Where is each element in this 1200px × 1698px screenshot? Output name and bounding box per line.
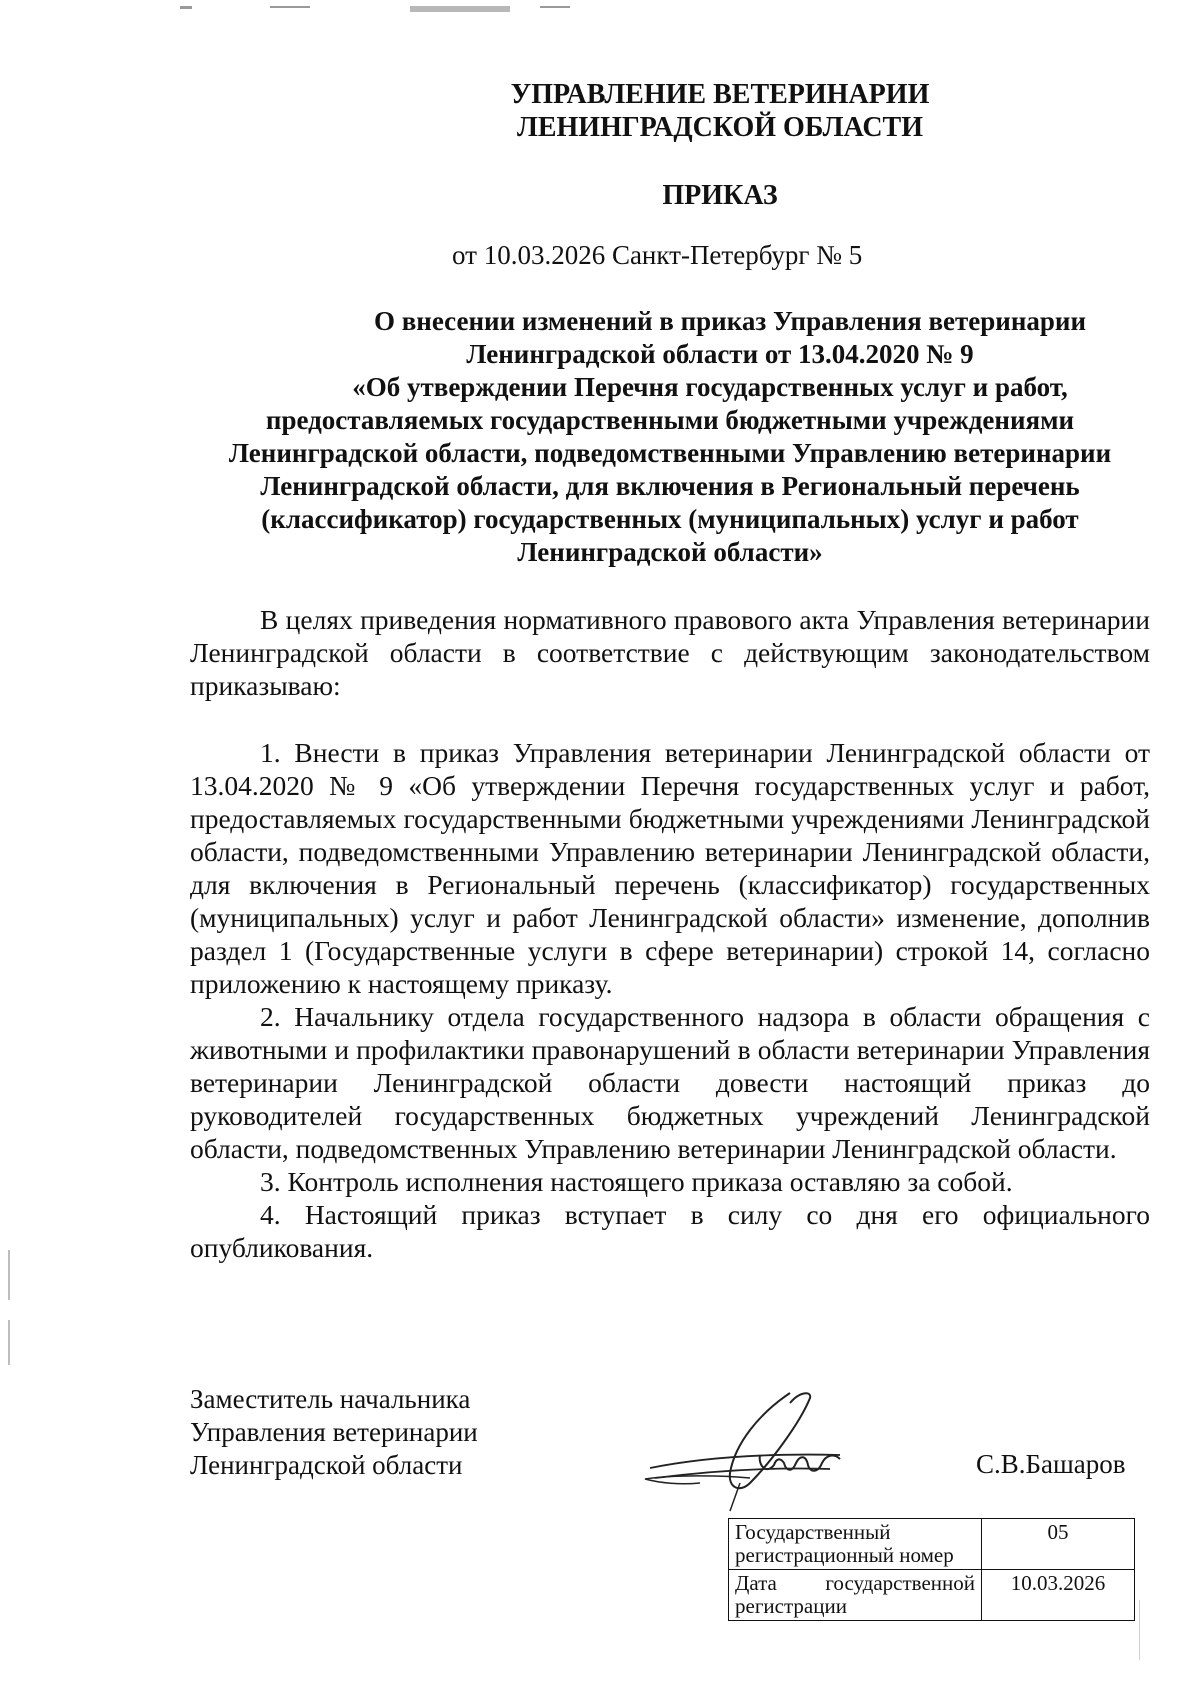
registration-table [728,1518,1135,1621]
title-line: Ленинградской области от 13.04.2020 № 9 [466,339,974,369]
order-item-3: 3. Контроль исполнения настоящего приказа оставляю за собой. [260,1166,1013,1197]
order-date-number: от 10.03.2026 Санкт-Петербург № 5 [452,240,863,270]
order-item-4: 4. Настоящий приказ вступает в силу со дня его официального опубликования. [190,1199,1150,1263]
agency-name [0,78,1200,144]
title-line: предоставляемых государственными бюджетными учреждениями [265,405,1075,435]
scan-artifact-top [270,6,310,8]
scan-margin-mark [1139,1600,1140,1660]
title-line: «Об утверждении Перечня государственных услуг и работ, [352,372,1068,402]
reg-date-label: Дата государственной регистрации [729,1570,982,1621]
reg-number-value: 05 [982,1519,1135,1570]
order-item-1: 1. Внести в приказ Управления ветеринарии Ленинградской области от 13.04.2020 № 9 «Об утверждении Перечня государственных услуг и работ, предоставляемых государственными бюджетными учреждениями Ленинградской области, подведомственными Управлению ветеринарии Ленинградской области, для включения в Региональный перечень (классификатор) государственных (муниципальных) услуг и работ Ленинградской области» изменение, дополнив раздел 1 (Государственные услуги в сфере ветеринарии) строкой 14, согласно приложению к настоящему приказу. [190,737,1150,999]
title-line: Ленинградской области, подведомственными Управлению ветеринарии [228,438,1112,468]
order-items [190,736,1150,1264]
title-line: (классификатор) государственных (муниципальных) услуг и работ [261,504,1079,534]
signer-position-line: Заместитель начальника [190,1384,471,1414]
title-line: Ленинградской области» [517,537,823,567]
scan-artifact-top [410,6,510,12]
document-type: ПРИКАЗ [662,180,778,211]
table-row [729,1519,1135,1570]
signer-position [190,1383,478,1482]
handwritten-signature [640,1383,880,1513]
reg-date-value: 10.03.2026 [982,1570,1135,1621]
scan-artifact-top [180,6,192,9]
signer-position-line: Управления ветеринарии [190,1417,478,1447]
signer-position-line: Ленинградской области [190,1450,463,1480]
signer-name: С.В.Башаров [976,1449,1126,1479]
table-row [729,1570,1135,1621]
agency-line-1: УПРАВЛЕНИЕ ВЕТЕРИНАРИИ [510,79,930,110]
order-item-2: 2. Начальнику отдела государственного надзора в области обращения с животными и профилактики правонарушений в области ветеринарии Управления ветеринарии Ленинградской области довести настоящий приказ до руководителей государственных бюджетных учреждений Ленинградской области, подведомственных Управлению ветеринарии Ленинградской области. [190,1001,1150,1164]
scan-margin-mark [8,1250,10,1300]
agency-line-2: ЛЕНИНГРАДСКОЙ ОБЛАСТИ [516,112,924,143]
reg-number-label: Государственный регистрационный номер [729,1519,982,1570]
title-line: О внесении изменений в приказ Управления ветеринарии [373,306,1087,336]
scan-margin-mark [8,1320,10,1365]
title-line: Ленинградской области, для включения в Региональный перечень [260,471,1080,501]
intro-paragraph: В целях приведения нормативного правового акта Управления ветеринарии Ленинградской области в соответствие с действующим законодательством приказываю: [190,604,1150,701]
scan-artifact-top [540,6,570,8]
order-title [190,305,1150,569]
